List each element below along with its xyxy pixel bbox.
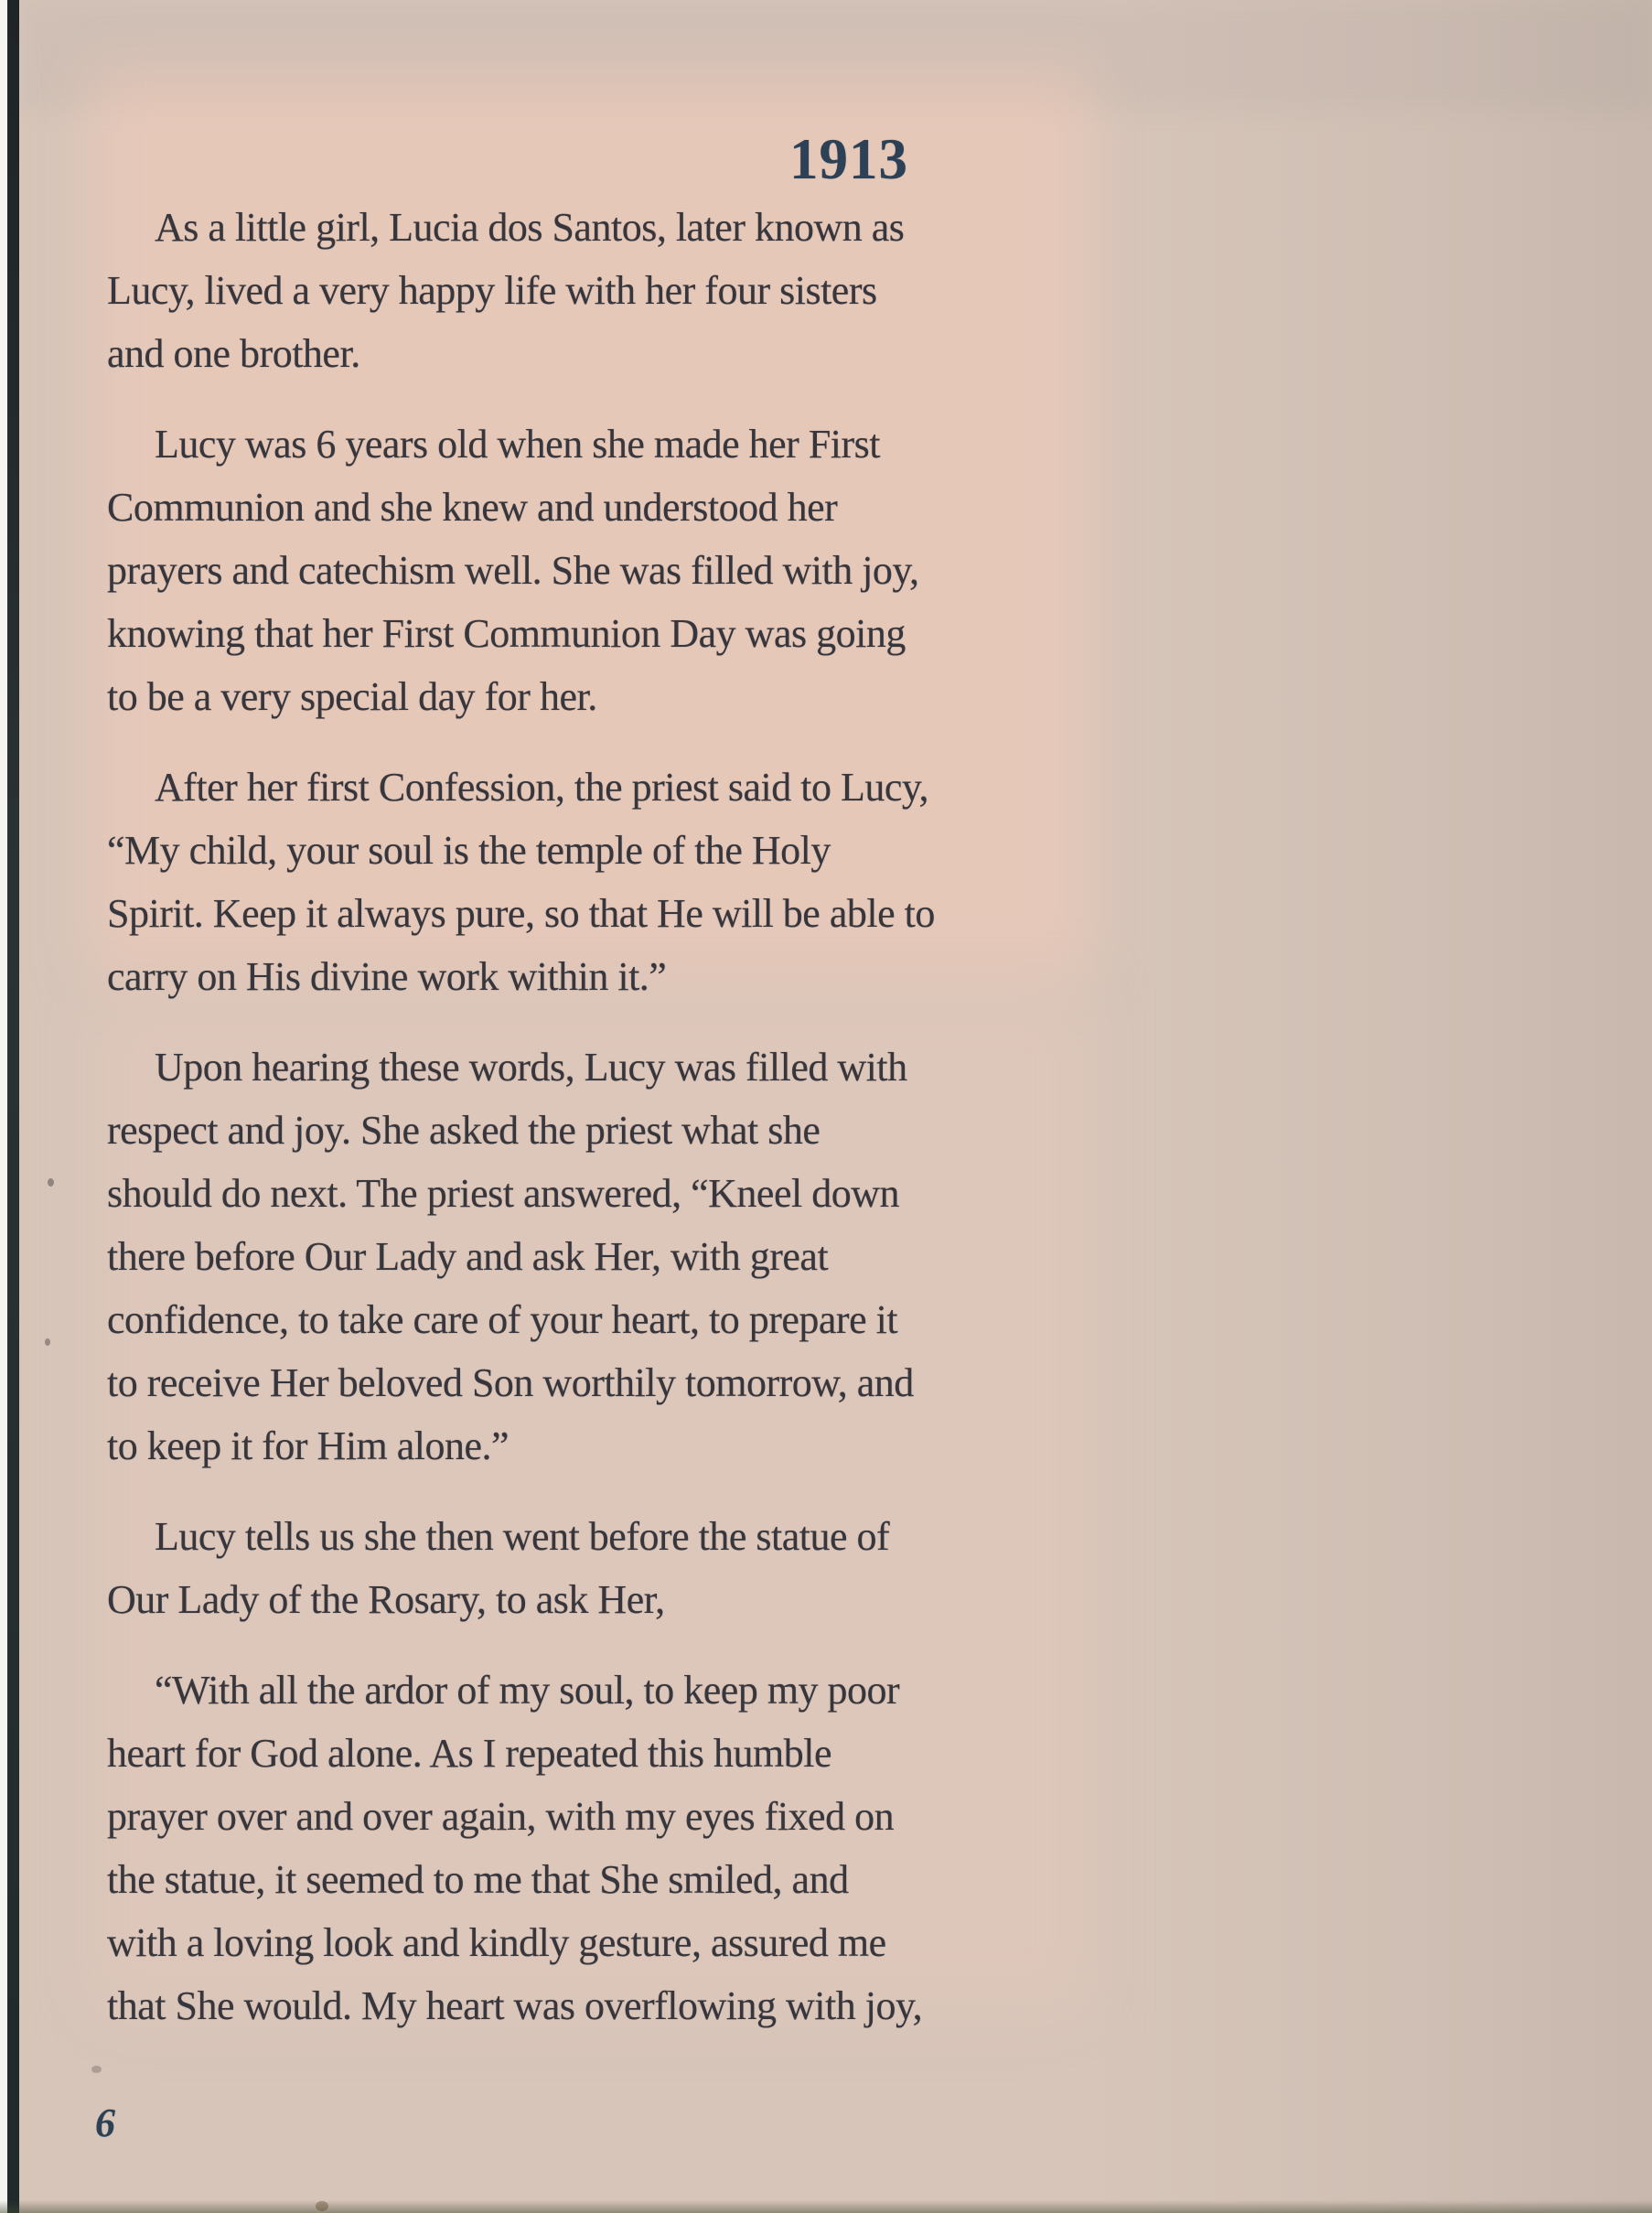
- scan-speck: [48, 1178, 54, 1187]
- body-text-block: [107, 196, 1122, 2065]
- paragraph: [107, 1505, 1122, 1631]
- paragraph: [107, 196, 1122, 385]
- text-line: to keep it for Him alone.”: [107, 1423, 510, 1468]
- paper-tint-right: [1085, 0, 1652, 2213]
- text-line: prayer over and over again, with my eyes fixed on: [107, 1794, 895, 1839]
- text-line: Lucy tells us she then went before the statue of: [155, 1514, 890, 1559]
- text-line: carry on His divine work within it.”: [107, 954, 667, 999]
- text-line: the statue, it seemed to me that She smiled, and: [107, 1857, 849, 1902]
- text-line: “My child, your soul is the temple of the Holy: [107, 828, 831, 873]
- text-line: Lucy, lived a very happy life with her four sisters: [107, 268, 877, 313]
- scan-speck: [91, 2066, 102, 2073]
- text-line: prayers and catechism well. She was filled with joy,: [107, 548, 919, 593]
- text-line: “With all the ardor of my soul, to keep my poor: [155, 1668, 900, 1713]
- paragraph: [107, 413, 1122, 728]
- chapter-year-heading: 1913: [789, 127, 908, 191]
- text-line: Our Lady of the Rosary, to ask Her,: [107, 1577, 665, 1622]
- scan-edge-white: [0, 0, 7, 2213]
- text-line: Upon hearing these words, Lucy was filled with: [155, 1045, 907, 1090]
- page-number: 6: [95, 2100, 115, 2145]
- text-line: that She would. My heart was overflowing with joy,: [107, 1983, 923, 2028]
- scan-speck: [45, 1338, 50, 1346]
- text-line: confidence, to take care of your heart, to prepare it: [107, 1297, 898, 1342]
- text-line: there before Our Lady and ask Her, with great: [107, 1234, 829, 1279]
- text-line: respect and joy. She asked the priest what she: [107, 1108, 821, 1153]
- text-line: to be a very special day for her.: [107, 674, 597, 719]
- text-line: After her first Confession, the priest said to Lucy,: [155, 765, 929, 810]
- text-line: knowing that her First Communion Day was going: [107, 611, 906, 656]
- text-line: with a loving look and kindly gesture, assured me: [107, 1920, 886, 1965]
- paragraph: [107, 1659, 1122, 2037]
- text-line: to receive Her beloved Son worthily tomorrow, and: [107, 1360, 914, 1405]
- text-line: Lucy was 6 years old when she made her First: [155, 422, 881, 467]
- text-line: Communion and she knew and understood her: [107, 485, 838, 530]
- scan-bottom-shadow: [0, 2200, 1652, 2213]
- text-line: should do next. The priest answered, “Kneel down: [107, 1171, 899, 1216]
- text-line: Spirit. Keep it always pure, so that He will be able to: [107, 891, 935, 936]
- paragraph: [107, 756, 1122, 1008]
- paragraph: [107, 1036, 1122, 1477]
- text-line: and one brother.: [107, 331, 360, 376]
- text-line: As a little girl, Lucia dos Santos, later known as: [155, 205, 905, 250]
- text-line: heart for God alone. As I repeated this humble: [107, 1731, 831, 1776]
- scan-edge-dark: [7, 0, 19, 2213]
